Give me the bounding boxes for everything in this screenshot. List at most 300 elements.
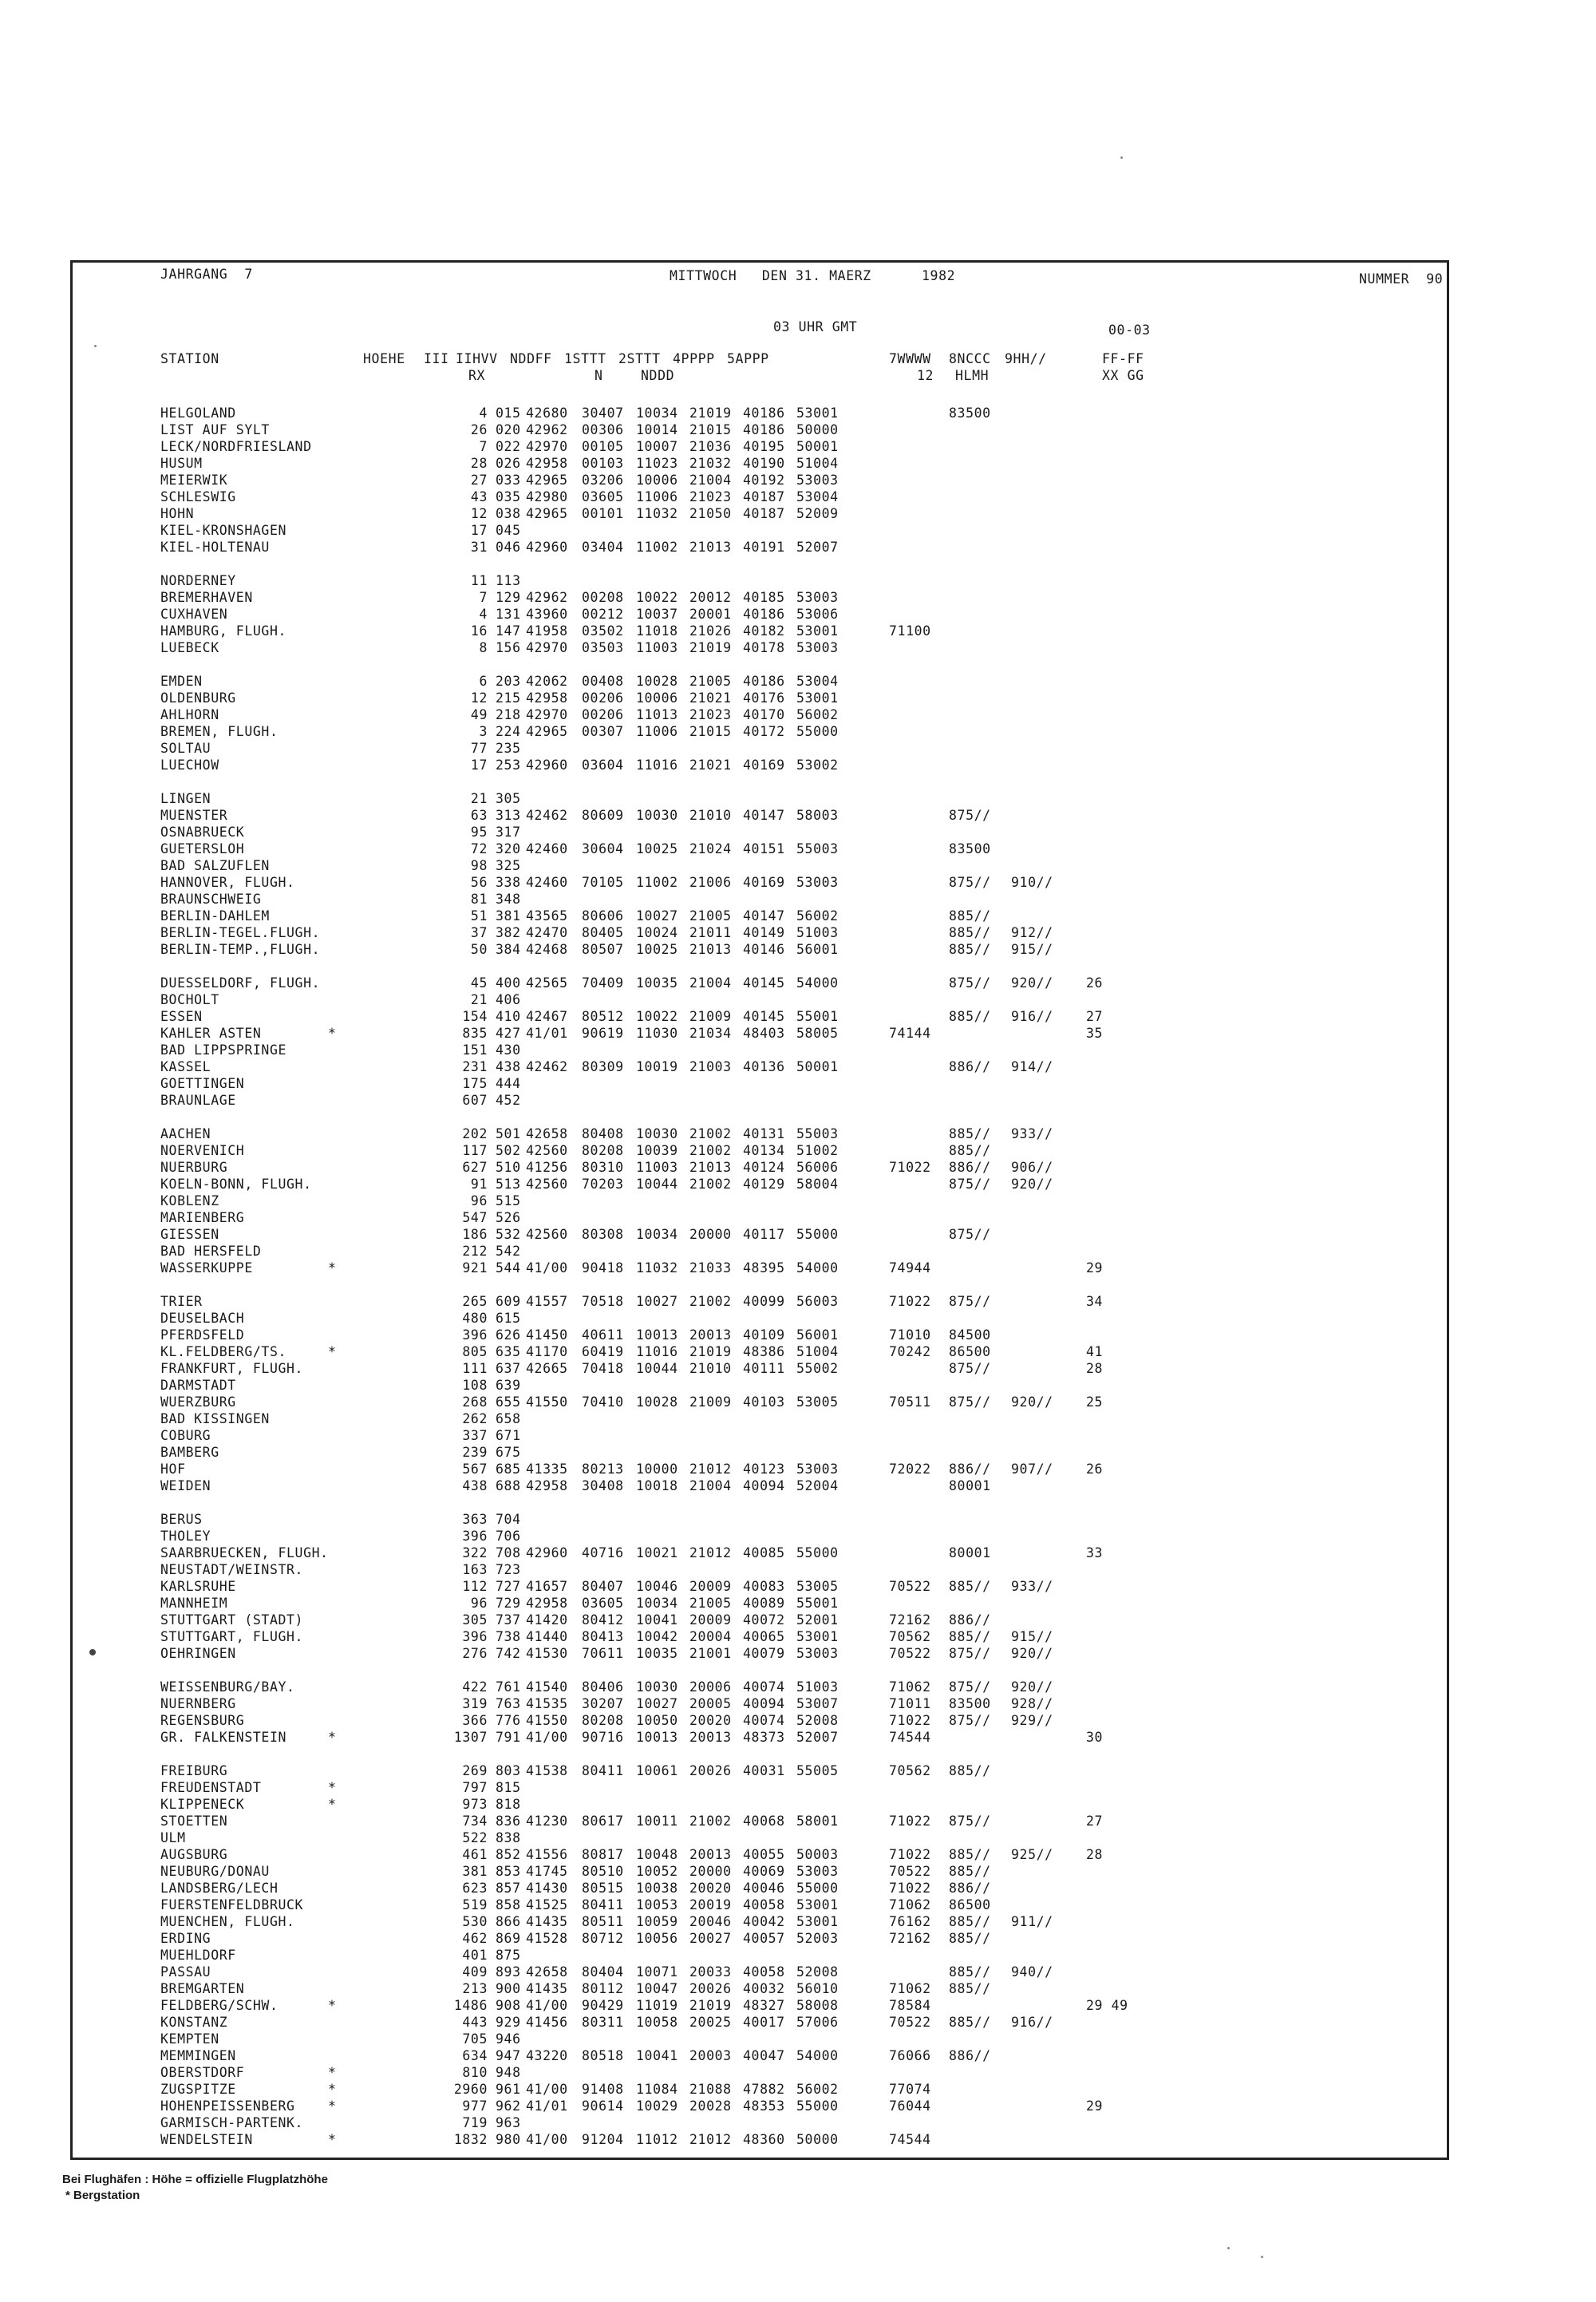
observation-time: 03 UHR GMT xyxy=(773,319,858,334)
station-height: 705 xyxy=(462,2031,488,2047)
group-dewpoint: 20013 xyxy=(689,1327,732,1343)
station-number: 400 xyxy=(496,975,521,991)
station-name: KONSTANZ xyxy=(160,2015,228,2030)
station-name: LUEBECK xyxy=(160,640,219,655)
station-number: 526 xyxy=(496,1210,521,1225)
group-temp: 11030 xyxy=(636,1026,678,1041)
group-nddff: 70410 xyxy=(582,1394,624,1410)
table-row xyxy=(73,723,1447,740)
table-row xyxy=(73,639,1447,656)
group-clouds: 80001 xyxy=(949,1478,991,1493)
group-weather: 71062 xyxy=(889,1679,931,1695)
group-dewpoint: 20009 xyxy=(689,1612,732,1628)
group-tendency: 55000 xyxy=(796,2098,839,2114)
mountain-marker: * xyxy=(328,2065,337,2080)
group-dewpoint: 21004 xyxy=(689,975,732,991)
group-pressure: 40099 xyxy=(743,1294,785,1309)
group-clouds: 885// xyxy=(949,1981,991,1996)
station-number: 869 xyxy=(496,1931,521,1946)
station-height: 175 xyxy=(462,1076,488,1091)
station-number: 224 xyxy=(496,724,521,739)
group-iihvv: 42565 xyxy=(526,975,568,991)
col-ff-sub: XX GG xyxy=(1102,368,1144,383)
group-nddff: 30407 xyxy=(582,405,624,421)
station-height: 12 xyxy=(470,506,488,521)
group-weather: 72162 xyxy=(889,1612,931,1628)
station-height: 231 xyxy=(462,1059,488,1074)
group-nddff: 80511 xyxy=(582,1914,624,1929)
station-number: 815 xyxy=(496,1780,521,1795)
group-gusts: 41 xyxy=(1086,1344,1104,1359)
station-name: ZUGSPITZE xyxy=(160,2082,236,2097)
station-number: 147 xyxy=(496,623,521,639)
mountain-marker: * xyxy=(328,2098,337,2114)
group-iihvv: 42962 xyxy=(526,590,568,605)
group-nddff: 80606 xyxy=(582,908,624,924)
mountain-marker: * xyxy=(328,1797,337,1812)
group-temp: 11032 xyxy=(636,1260,678,1276)
group-tendency: 55000 xyxy=(796,1545,839,1560)
group-nddff: 00105 xyxy=(582,439,624,454)
table-row xyxy=(73,2064,1447,2081)
group-clouds: 84500 xyxy=(949,1327,991,1343)
table-row xyxy=(73,455,1447,472)
group-clouds: 885// xyxy=(949,2015,991,2030)
group-weather: 71022 xyxy=(889,1847,931,1862)
station-number: 857 xyxy=(496,1881,521,1896)
group-temp: 10029 xyxy=(636,2098,678,2114)
group-pressure: 40074 xyxy=(743,1679,785,1695)
report-frame xyxy=(70,260,1449,2160)
station-height: 72 xyxy=(470,841,488,856)
group-tendency: 53001 xyxy=(796,405,839,421)
group-weather: 74544 xyxy=(889,2132,931,2147)
group-height: 928// xyxy=(1011,1696,1053,1711)
station-number: 502 xyxy=(496,1143,521,1158)
station-height: 797 xyxy=(462,1780,488,1795)
group-pressure: 40046 xyxy=(743,1881,785,1896)
scan-speck xyxy=(1120,156,1123,159)
station-number: 962 xyxy=(496,2098,521,2114)
group-tendency: 52004 xyxy=(796,1478,839,1493)
group-temp: 10027 xyxy=(636,1294,678,1309)
group-dewpoint: 20013 xyxy=(689,1847,732,1862)
table-row xyxy=(73,1628,1447,1645)
station-height: 921 xyxy=(462,1260,488,1276)
station-name: MEIERWIK xyxy=(160,473,228,488)
station-number: 963 xyxy=(496,2115,521,2130)
group-dewpoint: 21019 xyxy=(689,1344,732,1359)
station-name: LIST AUF SYLT xyxy=(160,422,270,437)
station-name: FELDBERG/SCHW. xyxy=(160,1998,279,2013)
group-clouds: 885// xyxy=(949,925,991,940)
group-weather: 71022 xyxy=(889,1713,931,1728)
group-weather: 74944 xyxy=(889,1260,931,1276)
station-number: 688 xyxy=(496,1478,521,1493)
group-tendency: 52001 xyxy=(796,1612,839,1628)
group-height: 933// xyxy=(1011,1579,1053,1594)
group-weather: 70242 xyxy=(889,1344,931,1359)
group-clouds: 875// xyxy=(949,1679,991,1695)
group-clouds: 885// xyxy=(949,1126,991,1141)
table-row xyxy=(73,1679,1447,1695)
group-nddff: 80413 xyxy=(582,1629,624,1644)
col-nddff: NDDFF xyxy=(510,351,552,366)
group-clouds: 875// xyxy=(949,1294,991,1309)
group-temp: 10046 xyxy=(636,1579,678,1594)
station-name: BREMERHAVEN xyxy=(160,590,253,605)
group-height: 940// xyxy=(1011,1964,1053,1980)
station-number: 046 xyxy=(496,540,521,555)
group-tendency: 53003 xyxy=(796,1646,839,1661)
station-height: 56 xyxy=(470,875,488,890)
table-row xyxy=(73,1075,1447,1092)
group-nddff: 80406 xyxy=(582,1679,624,1695)
group-temp: 10034 xyxy=(636,1596,678,1611)
station-number: 452 xyxy=(496,1093,521,1108)
group-weather: 76162 xyxy=(889,1914,931,1929)
group-dewpoint: 20012 xyxy=(689,590,732,605)
station-name: SOLTAU xyxy=(160,741,211,756)
group-temp: 10027 xyxy=(636,1696,678,1711)
group-clouds: 885// xyxy=(949,1847,991,1862)
col-ww-sub: 12 xyxy=(917,368,934,383)
group-nddff: 80309 xyxy=(582,1059,624,1074)
group-clouds: 83500 xyxy=(949,841,991,856)
table-row xyxy=(73,1360,1447,1377)
station-name: HUSUM xyxy=(160,456,203,471)
station-number: 015 xyxy=(496,405,521,421)
group-dewpoint: 20004 xyxy=(689,1629,732,1644)
table-row xyxy=(73,1058,1447,1075)
group-dewpoint: 20013 xyxy=(689,1730,732,1745)
table-row xyxy=(73,1092,1447,1109)
group-tendency: 51002 xyxy=(796,1143,839,1158)
station-name: HOHENPEISSENBERG xyxy=(160,2098,295,2114)
station-name: BAMBERG xyxy=(160,1445,219,1460)
station-name: EMDEN xyxy=(160,674,203,689)
group-iihvv: 41435 xyxy=(526,1914,568,1929)
station-name: SCHLESWIG xyxy=(160,489,236,504)
group-pressure: 40187 xyxy=(743,506,785,521)
group-iihvv: 41528 xyxy=(526,1931,568,1946)
group-height: 925// xyxy=(1011,1847,1053,1862)
group-pressure: 40186 xyxy=(743,607,785,622)
group-gusts: 28 xyxy=(1086,1847,1104,1862)
table-row xyxy=(73,1293,1447,1310)
group-iihvv: 41550 xyxy=(526,1394,568,1410)
group-weather: 74544 xyxy=(889,1730,931,1745)
station-name: BREMEN, FLUGH. xyxy=(160,724,279,739)
group-weather: 71010 xyxy=(889,1327,931,1343)
group-temp: 11016 xyxy=(636,757,678,773)
group-iihvv: 41/00 xyxy=(526,2082,568,2097)
group-dewpoint: 21013 xyxy=(689,1160,732,1175)
group-nddff: 00206 xyxy=(582,690,624,706)
station-number: 706 xyxy=(496,1529,521,1544)
group-temp: 10044 xyxy=(636,1361,678,1376)
mountain-marker: * xyxy=(328,1260,337,1276)
col-ww: 7WWWW xyxy=(889,351,931,366)
group-temp: 10030 xyxy=(636,1126,678,1141)
station-height: 276 xyxy=(462,1646,488,1661)
group-dewpoint: 21002 xyxy=(689,1126,732,1141)
table-row xyxy=(73,1377,1447,1394)
group-iihvv: 41556 xyxy=(526,1847,568,1862)
group-dewpoint: 21004 xyxy=(689,473,732,488)
group-dewpoint: 20009 xyxy=(689,1579,732,1594)
table-row xyxy=(73,1528,1447,1545)
station-height: 17 xyxy=(470,757,488,773)
station-name: GIESSEN xyxy=(160,1227,219,1242)
mountain-marker: * xyxy=(328,1780,337,1795)
group-temp: 11003 xyxy=(636,1160,678,1175)
group-dewpoint: 20020 xyxy=(689,1713,732,1728)
group-height: 933// xyxy=(1011,1126,1053,1141)
station-number: 253 xyxy=(496,757,521,773)
group-temp: 10013 xyxy=(636,1327,678,1343)
station-number: 542 xyxy=(496,1244,521,1259)
station-height: 305 xyxy=(462,1612,488,1628)
col-iihvv-sub: RX xyxy=(468,368,486,383)
group-tendency: 53005 xyxy=(796,1579,839,1594)
group-clouds: 80001 xyxy=(949,1545,991,1560)
group-pressure: 40111 xyxy=(743,1361,785,1376)
table-row xyxy=(73,1645,1447,1662)
group-dewpoint: 21005 xyxy=(689,908,732,924)
station-height: 1307 xyxy=(453,1730,488,1745)
group-iihvv: 41538 xyxy=(526,1763,568,1778)
station-height: 28 xyxy=(470,456,488,471)
station-height: 401 xyxy=(462,1948,488,1963)
group-weather: 70522 xyxy=(889,1864,931,1879)
group-dewpoint: 20005 xyxy=(689,1696,732,1711)
group-clouds: 885// xyxy=(949,942,991,957)
group-nddff: 80310 xyxy=(582,1160,624,1175)
station-number: 908 xyxy=(496,1998,521,2013)
table-row xyxy=(73,1947,1447,1964)
group-nddff: 03604 xyxy=(582,757,624,773)
group-pressure: 40136 xyxy=(743,1059,785,1074)
group-clouds: 875// xyxy=(949,1646,991,1661)
station-height: 77 xyxy=(470,741,488,756)
group-tendency: 50000 xyxy=(796,422,839,437)
group-tendency: 53007 xyxy=(796,1696,839,1711)
station-height: 239 xyxy=(462,1445,488,1460)
group-nddff: 40716 xyxy=(582,1545,624,1560)
group-dewpoint: 20046 xyxy=(689,1914,732,1929)
group-pressure: 40094 xyxy=(743,1478,785,1493)
table-row xyxy=(73,991,1447,1008)
group-nddff: 80213 xyxy=(582,1461,624,1477)
table-row xyxy=(73,908,1447,924)
group-tendency: 53003 xyxy=(796,590,839,605)
group-gusts: 35 xyxy=(1086,1026,1104,1041)
group-nddff: 80507 xyxy=(582,942,624,957)
station-height: 1832 xyxy=(453,2132,488,2147)
group-temp: 10030 xyxy=(636,808,678,823)
station-height: 63 xyxy=(470,808,488,823)
group-nddff: 80208 xyxy=(582,1143,624,1158)
group-iihvv: 42658 xyxy=(526,1964,568,1980)
group-iihvv: 42960 xyxy=(526,1545,568,1560)
station-name: SAARBRUECKEN, FLUGH. xyxy=(160,1545,329,1560)
group-dewpoint: 21036 xyxy=(689,439,732,454)
group-pressure: 40042 xyxy=(743,1914,785,1929)
group-clouds: 886// xyxy=(949,1881,991,1896)
group-temp: 10025 xyxy=(636,942,678,957)
group-temp: 10035 xyxy=(636,975,678,991)
station-number: 635 xyxy=(496,1344,521,1359)
group-pressure: 48353 xyxy=(743,2098,785,2114)
group-pressure: 40131 xyxy=(743,1126,785,1141)
group-iihvv: 42468 xyxy=(526,942,568,957)
group-pressure: 40094 xyxy=(743,1696,785,1711)
station-number: 738 xyxy=(496,1629,521,1644)
station-number: 615 xyxy=(496,1311,521,1326)
group-temp: 10019 xyxy=(636,1059,678,1074)
station-name: HAMBURG, FLUGH. xyxy=(160,623,287,639)
group-iihvv: 41170 xyxy=(526,1344,568,1359)
group-tendency: 53004 xyxy=(796,489,839,504)
station-number: 655 xyxy=(496,1394,521,1410)
station-number: 875 xyxy=(496,1948,521,1963)
col-hoehe: HOEHE xyxy=(363,351,405,366)
col-nc: 8NCCC xyxy=(949,351,991,366)
station-height: 396 xyxy=(462,1529,488,1544)
group-dewpoint: 20027 xyxy=(689,1931,732,1946)
group-gusts: 27 xyxy=(1086,1814,1104,1829)
station-number: 020 xyxy=(496,422,521,437)
station-name: MUENCHEN, FLUGH. xyxy=(160,1914,295,1929)
group-dewpoint: 21004 xyxy=(689,1478,732,1493)
group-tendency: 52007 xyxy=(796,1730,839,1745)
group-nddff: 03206 xyxy=(582,473,624,488)
station-name: DUESSELDORF, FLUGH. xyxy=(160,975,321,991)
table-row xyxy=(73,1427,1447,1444)
group-tendency: 53001 xyxy=(796,1914,839,1929)
station-height: 269 xyxy=(462,1763,488,1778)
group-iihvv: 42958 xyxy=(526,456,568,471)
station-height: 96 xyxy=(470,1596,488,1611)
group-clouds: 885// xyxy=(949,1914,991,1929)
station-height: 37 xyxy=(470,925,488,940)
station-name: LANDSBERG/LECH xyxy=(160,1881,279,1896)
station-name: GOETTINGEN xyxy=(160,1076,245,1091)
group-tendency: 53003 xyxy=(796,875,839,890)
group-pressure: 40074 xyxy=(743,1713,785,1728)
group-pressure: 40186 xyxy=(743,405,785,421)
group-clouds: 875// xyxy=(949,1713,991,1728)
group-dewpoint: 21012 xyxy=(689,1461,732,1477)
group-nddff: 90418 xyxy=(582,1260,624,1276)
footnote-mountain: * Bergstation xyxy=(65,2189,140,2202)
group-iihvv: 41/01 xyxy=(526,2098,568,2114)
station-height: 81 xyxy=(470,892,488,907)
station-number: 203 xyxy=(496,674,521,689)
group-pressure: 40190 xyxy=(743,456,785,471)
group-temp: 11006 xyxy=(636,489,678,504)
station-number: 791 xyxy=(496,1730,521,1745)
group-nddff: 80405 xyxy=(582,925,624,940)
station-height: 381 xyxy=(462,1864,488,1879)
group-dewpoint: 21013 xyxy=(689,540,732,555)
group-nddff: 03605 xyxy=(582,489,624,504)
group-temp: 10041 xyxy=(636,1612,678,1628)
table-row xyxy=(73,488,1447,505)
col-station: STATION xyxy=(160,351,219,366)
station-height: 6 xyxy=(479,674,488,689)
group-temp: 10034 xyxy=(636,405,678,421)
station-number: 235 xyxy=(496,741,521,756)
station-height: 810 xyxy=(462,2065,488,2080)
station-number: 033 xyxy=(496,473,521,488)
station-number: 035 xyxy=(496,489,521,504)
group-iihvv: 42560 xyxy=(526,1177,568,1192)
group-gusts: 34 xyxy=(1086,1294,1104,1309)
mountain-marker: * xyxy=(328,1344,337,1359)
station-height: 607 xyxy=(462,1093,488,1108)
group-tendency: 53005 xyxy=(796,1394,839,1410)
group-tendency: 53003 xyxy=(796,473,839,488)
table-row xyxy=(73,690,1447,706)
station-number: 438 xyxy=(496,1059,521,1074)
group-pressure: 40017 xyxy=(743,2015,785,2030)
table-row xyxy=(73,1327,1447,1343)
station-name: NUERBURG xyxy=(160,1160,228,1175)
station-number: 776 xyxy=(496,1713,521,1728)
group-pressure: 40146 xyxy=(743,942,785,957)
station-name: THOLEY xyxy=(160,1529,211,1544)
group-iihvv: 42467 xyxy=(526,1009,568,1024)
table-row xyxy=(73,589,1447,606)
station-name: MEMMINGEN xyxy=(160,2048,236,2063)
station-name: PASSAU xyxy=(160,1964,211,1980)
table-row xyxy=(73,1461,1447,1477)
group-clouds: 875// xyxy=(949,808,991,823)
station-name: NORDERNEY xyxy=(160,573,236,588)
group-height: 915// xyxy=(1011,1629,1053,1644)
scan-speck xyxy=(1261,2256,1263,2258)
group-dewpoint: 21024 xyxy=(689,841,732,856)
table-row xyxy=(73,421,1447,438)
group-dewpoint: 20026 xyxy=(689,1981,732,1996)
group-iihvv: 41540 xyxy=(526,1679,568,1695)
station-number: 156 xyxy=(496,640,521,655)
group-clouds: 875// xyxy=(949,1177,991,1192)
station-name: WUERZBURG xyxy=(160,1394,236,1410)
station-name: KLIPPENECK xyxy=(160,1797,245,1812)
station-number: 515 xyxy=(496,1193,521,1208)
group-weather: 71100 xyxy=(889,623,931,639)
group-nddff: 80617 xyxy=(582,1814,624,1829)
group-nddff: 80311 xyxy=(582,2015,624,2030)
station-name: DARMSTADT xyxy=(160,1378,236,1393)
group-dewpoint: 20025 xyxy=(689,2015,732,2030)
station-name: NOERVENICH xyxy=(160,1143,245,1158)
group-weather: 71022 xyxy=(889,1160,931,1175)
group-clouds: 886// xyxy=(949,1461,991,1477)
station-height: 111 xyxy=(462,1361,488,1376)
station-name: PFERDSFELD xyxy=(160,1327,245,1343)
group-dewpoint: 21009 xyxy=(689,1394,732,1410)
station-name: HOF xyxy=(160,1461,186,1477)
time-range: 00-03 xyxy=(1108,322,1151,338)
group-weather: 71011 xyxy=(889,1696,931,1711)
mountain-marker: * xyxy=(328,1026,337,1041)
table-row xyxy=(73,673,1447,690)
group-temp: 10006 xyxy=(636,690,678,706)
